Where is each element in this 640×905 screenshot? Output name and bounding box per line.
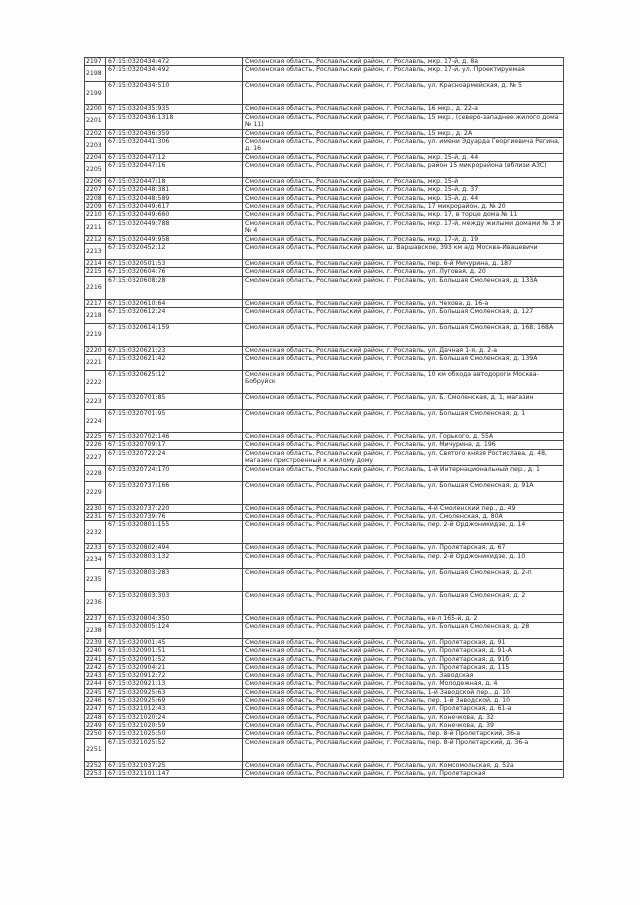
table-row — [85, 544, 564, 552]
table-row — [85, 394, 564, 410]
table-row — [85, 672, 564, 680]
cadastral-number-cell: 67:15:0320901:51 — [106, 647, 243, 655]
table-row — [85, 552, 564, 568]
table-row — [85, 346, 564, 354]
row-number-cell: 2238 — [85, 622, 106, 638]
row-number-cell: 2217 — [85, 299, 106, 307]
table-row — [85, 66, 564, 82]
table-row — [85, 655, 564, 663]
address-cell: Смоленская область, Рославльский район, г. Рославль, кв-л 165-й, д. 2 — [243, 614, 564, 622]
table-row — [85, 513, 564, 521]
table-row — [85, 58, 564, 66]
row-number-cell: 2223 — [85, 394, 106, 410]
row-number-cell: 2243 — [85, 672, 106, 680]
row-number-cell: 2241 — [85, 655, 106, 663]
address-cell: Смоленская область, Рославльский район, г. Рославль, ул. Пролетарская, д. 67 — [243, 544, 564, 552]
table-row — [85, 259, 564, 267]
row-number-cell: 2224 — [85, 410, 106, 433]
address-cell: Смоленская область, Рославльский район, г. Рославль, пер. 6-й Мичурина, д. 187 — [243, 259, 564, 267]
cadastral-number-cell: 67:15:0320608:28 — [106, 276, 243, 299]
table-row — [85, 178, 564, 186]
row-number-cell: 2214 — [85, 259, 106, 267]
cadastral-number-cell: 67:15:0320621:42 — [106, 355, 243, 371]
address-cell: Смоленская область, Рославльский район, г. Рославль, 10 км обхода автодороги Москва-Бобруйск — [243, 371, 564, 394]
table-row — [85, 433, 564, 441]
row-number-cell: 2222 — [85, 371, 106, 394]
row-number-cell: 2232 — [85, 521, 106, 544]
table-row — [85, 663, 564, 671]
table-row — [85, 738, 564, 761]
cadastral-number-cell: 67:15:0320901:45 — [106, 638, 243, 646]
row-number-cell: 2231 — [85, 513, 106, 521]
address-cell: Смоленская область, Рославльский район, г. Рославль, мкр. 17, в торце дома № 11 — [243, 211, 564, 219]
address-cell: Смоленская область, Рославльский район, г. Рославль, пер. 2-й Орджоникидзе, д. 10 — [243, 552, 564, 568]
row-number-cell: 2229 — [85, 481, 106, 504]
row-number-cell: 2248 — [85, 713, 106, 721]
address-cell: Смоленская область, Рославльский район, г. Рославль, ул. Мичурина, д. 196 — [243, 441, 564, 449]
cadastral-number-cell: 67:15:0320434:510 — [106, 82, 243, 105]
cadastral-number-cell: 67:15:0320604:76 — [106, 268, 243, 276]
cadastral-number-cell: 67:15:0320436:1318 — [106, 113, 243, 129]
cadastral-number-cell: 67:15:0320625:12 — [106, 371, 243, 394]
address-cell: Смоленская область, Рославльский район, г. Рославль, ул. Смоленская, д. 80А — [243, 513, 564, 521]
table-row — [85, 219, 564, 235]
address-cell: Смоленская область, Рославльский район, г. Рославль, 4-й Смоленский пер., д. 49 — [243, 504, 564, 512]
row-number-cell: 2204 — [85, 153, 106, 161]
row-number-cell: 2209 — [85, 203, 106, 211]
address-cell: Смоленская область, Рославльский район, г. Рославль, мкр. 17-й, между жилыми домами № 3 и № 4 — [243, 219, 564, 235]
address-cell: Смоленская область, Рославльский район, г. Рославль, ул. Большая Смоленская, д. 91А — [243, 481, 564, 504]
table-row — [85, 186, 564, 194]
address-cell: Смоленская область, Рославльский район, г. Рославль, ул. Большая Смоленская, д. 127 — [243, 307, 564, 323]
row-number-cell: 2202 — [85, 129, 106, 137]
cadastral-number-cell: 67:15:0320701:85 — [106, 394, 243, 410]
table-row — [85, 82, 564, 105]
table-row — [85, 591, 564, 614]
cadastral-number-cell: 67:15:0320803:283 — [106, 568, 243, 591]
table-row — [85, 203, 564, 211]
cadastral-number-cell: 67:15:0320621:23 — [106, 346, 243, 354]
address-cell: Смоленская область, Рославльский район, г. Рославль, ул. Комсомольская, д. 52а — [243, 761, 564, 769]
address-cell: Смоленская область, Рославльский район, г. Рославль, 15 мкр., д. 2А — [243, 129, 564, 137]
cadastral-number-cell: 67:15:0320802:494 — [106, 544, 243, 552]
cadastral-number-cell: 67:15:0321012:43 — [106, 705, 243, 713]
row-number-cell: 2250 — [85, 730, 106, 738]
table-row — [85, 371, 564, 394]
row-number-cell: 2246 — [85, 697, 106, 705]
cadastral-number-cell: 67:15:0320803:132 — [106, 552, 243, 568]
row-number-cell: 2227 — [85, 449, 106, 465]
address-cell: Смоленская область, Рославльский район, г. Рославль, ул. Пролетарская, д. 91-А — [243, 647, 564, 655]
cadastral-number-cell: 67:15:0320901:52 — [106, 655, 243, 663]
cadastral-number-cell: 67:15:0320904:21 — [106, 663, 243, 671]
row-number-cell: 2240 — [85, 647, 106, 655]
table-row — [85, 705, 564, 713]
table-row — [85, 680, 564, 688]
address-cell: Смоленская область, Рославльский район, г. Рославль, ул. Чехова, д. 16-а — [243, 299, 564, 307]
address-cell: Смоленская область, Рославльский район, г. Рославль, ул. Заводская — [243, 672, 564, 680]
row-number-cell: 2211 — [85, 219, 106, 235]
row-number-cell: 2200 — [85, 105, 106, 113]
row-number-cell: 2228 — [85, 465, 106, 481]
registry-table-body — [85, 58, 564, 778]
cadastral-number-cell: 67:15:0320722:24 — [106, 449, 243, 465]
row-number-cell: 2208 — [85, 194, 106, 202]
cadastral-number-cell: 67:15:0320501:53 — [106, 259, 243, 267]
address-cell: Смоленская область, Рославльский район, г. Рославль, ул. Красноармейская, д. № 5 — [243, 82, 564, 105]
cadastral-number-cell: 67:15:0320737:220 — [106, 504, 243, 512]
cadastral-number-cell: 67:15:0320921:13 — [106, 680, 243, 688]
cadastral-number-cell: 67:15:0320724:170 — [106, 465, 243, 481]
row-number-cell: 2216 — [85, 276, 106, 299]
address-cell: Смоленская область, Рославльский район, г. Рославль, мкр. 17-й, ул. Проектируемая — [243, 66, 564, 82]
cadastral-number-cell: 67:15:0320449:958 — [106, 235, 243, 243]
address-cell: Смоленская область, Рославльский район, г. Рославль, ул. Конечкова, д. 39 — [243, 721, 564, 729]
cadastral-number-cell: 67:15:0320447:18 — [106, 178, 243, 186]
table-row — [85, 235, 564, 243]
address-cell: Смоленская область, Рославльский район, г. Рославль, мкр. 17-й, д. 8а — [243, 58, 564, 66]
address-cell: Смоленская область, Рославльский район, г. Рославль, ул. Большая Смоленская, д. 28 — [243, 622, 564, 638]
cadastral-number-cell: 67:15:0320434:472 — [106, 58, 243, 66]
cadastral-number-cell: 67:15:0320610:64 — [106, 299, 243, 307]
table-row — [85, 211, 564, 219]
registry-table — [84, 57, 564, 778]
table-row — [85, 449, 564, 465]
cadastral-number-cell: 67:15:0320805:124 — [106, 622, 243, 638]
row-number-cell: 2197 — [85, 58, 106, 66]
address-cell: Смоленская область, Рославльский район, г. Рославль, пер. 2-й Орджоникидзе, д. 14 — [243, 521, 564, 544]
cadastral-number-cell: 67:15:0320448:381 — [106, 186, 243, 194]
row-number-cell: 2206 — [85, 178, 106, 186]
address-cell: Смоленская область, Рославльский район, г. Рославль, ул. Конечкова, д. 32 — [243, 713, 564, 721]
address-cell: Смоленская область, Рославльский район, г. Рославль, мкр. 15-й, д. 44 — [243, 194, 564, 202]
address-cell: Смоленская область, Рославльский район, г. Рославль, ул. Святого князя Ростислава, д. 48, магазин пристроенный к жилому дому — [243, 449, 564, 465]
address-cell: Смоленская область, Рославльский район, г. Рославль, ул. Пролетарская, д. 91б — [243, 655, 564, 663]
table-row — [85, 441, 564, 449]
row-number-cell: 2226 — [85, 441, 106, 449]
row-number-cell: 2251 — [85, 738, 106, 761]
row-number-cell: 2247 — [85, 705, 106, 713]
row-number-cell: 2225 — [85, 433, 106, 441]
address-cell: Смоленская область, Рославльский район, г. Рославль, пер. 1-й Заводской, д. 10 — [243, 697, 564, 705]
address-cell: Смоленская область, Рославльский район, г. Рославль, мкр. 17-й, д. 19 — [243, 235, 564, 243]
row-number-cell: 2242 — [85, 663, 106, 671]
row-number-cell: 2212 — [85, 235, 106, 243]
table-row — [85, 355, 564, 371]
table-row — [85, 465, 564, 481]
cadastral-number-cell: 67:15:0321020:24 — [106, 713, 243, 721]
address-cell: Смоленская область, Рославльский район, г. Рославль, ул. Луговая, д. 20 — [243, 268, 564, 276]
cadastral-number-cell: 67:15:0320449:660 — [106, 211, 243, 219]
address-cell: Смоленская область, Рославльский район, г. Рославль, 1-й Интернациональный пер., д. 1 — [243, 465, 564, 481]
table-row — [85, 323, 564, 346]
table-row — [85, 299, 564, 307]
cadastral-number-cell: 67:15:0320925:69 — [106, 697, 243, 705]
cadastral-number-cell: 67:15:0320447:12 — [106, 153, 243, 161]
row-number-cell: 2236 — [85, 591, 106, 614]
address-cell: Смоленская область, Рославльский район, г. Рославль, ул. Пролетарская — [243, 769, 564, 777]
row-number-cell: 2252 — [85, 761, 106, 769]
cadastral-number-cell: 67:15:0320912:72 — [106, 672, 243, 680]
row-number-cell: 2207 — [85, 186, 106, 194]
row-number-cell: 2245 — [85, 688, 106, 696]
address-cell: Смоленская область, Рославльский район, г. Рославль, 17 микрорайон, д. № 20 — [243, 203, 564, 211]
row-number-cell: 2203 — [85, 137, 106, 153]
table-row — [85, 622, 564, 638]
address-cell: Смоленская область, Рославльский район, г. Рославль, ул. Большая Смоленская, д. 168, 168А — [243, 323, 564, 346]
cadastral-number-cell: 67:15:0320701:95 — [106, 410, 243, 433]
row-number-cell: 2249 — [85, 721, 106, 729]
cadastral-number-cell: 67:15:0320709:17 — [106, 441, 243, 449]
cadastral-number-cell: 67:15:0321020:59 — [106, 721, 243, 729]
cadastral-number-cell: 67:15:0321025:52 — [106, 738, 243, 761]
table-row — [85, 688, 564, 696]
address-cell: Смоленская область, Рославльский район, г. Рославль, ул. Большая Смоленская, д. 139А — [243, 355, 564, 371]
table-row — [85, 153, 564, 161]
table-row — [85, 713, 564, 721]
table-row — [85, 481, 564, 504]
address-cell: Смоленская область, Рославльский район, г. Рославль, ул. Б. Смоленская, д. 1, магазин — [243, 394, 564, 410]
table-row — [85, 721, 564, 729]
row-number-cell: 2205 — [85, 162, 106, 178]
row-number-cell: 2237 — [85, 614, 106, 622]
table-row — [85, 504, 564, 512]
row-number-cell: 2213 — [85, 243, 106, 259]
row-number-cell: 2233 — [85, 544, 106, 552]
cadastral-number-cell: 67:15:0320612:24 — [106, 307, 243, 323]
table-row — [85, 730, 564, 738]
cadastral-number-cell: 67:15:0320614:159 — [106, 323, 243, 346]
table-row — [85, 769, 564, 777]
table-row — [85, 129, 564, 137]
cadastral-number-cell: 67:15:0320925:63 — [106, 688, 243, 696]
cadastral-number-cell: 67:15:0320448:589 — [106, 194, 243, 202]
address-cell: Смоленская область, Рославльский район, ш. Варшавское, 393 км а/д Москва-Ивацевичи — [243, 243, 564, 259]
address-cell: Смоленская область, Рославльский район, г. Рославль, ул. Большая Смоленская, д. 2 — [243, 591, 564, 614]
cadastral-number-cell: 67:15:0320804:350 — [106, 614, 243, 622]
address-cell: Смоленская область, Рославльский район, г. Рославль, 15 мкр., (северо-западнее жилого дома № 11) — [243, 113, 564, 129]
address-cell: Смоленская область, Рославльский район, г. Рославль, мкр. 15-й — [243, 178, 564, 186]
cadastral-number-cell: 67:15:0320441:306 — [106, 137, 243, 153]
address-cell: Смоленская область, Рославльский район, г. Рославль, ул. Большая Смоленская, д. 133А — [243, 276, 564, 299]
table-row — [85, 307, 564, 323]
table-row — [85, 105, 564, 113]
table-row — [85, 410, 564, 433]
address-cell: Смоленская область, Рославльский район, г. Рославль, 16 мкр., д. 22-а — [243, 105, 564, 113]
cadastral-number-cell: 67:15:0321101:147 — [106, 769, 243, 777]
cadastral-number-cell: 67:15:0320803:303 — [106, 591, 243, 614]
table-row — [85, 697, 564, 705]
cadastral-number-cell: 67:15:0320447:16 — [106, 162, 243, 178]
row-number-cell: 2198 — [85, 66, 106, 82]
table-row — [85, 137, 564, 153]
address-cell: Смоленская область, Рославльский район, г. Рославль, ул. Молодежная, д. 4 — [243, 680, 564, 688]
table-row — [85, 647, 564, 655]
row-number-cell: 2219 — [85, 323, 106, 346]
address-cell: Смоленская область, Рославльский район, г. Рославль, 1-й Заводской пер., д. 10 — [243, 688, 564, 696]
table-row — [85, 568, 564, 591]
address-cell: Смоленская область, Рославльский район, г. Рославль, мкр. 15-й, д. 37 — [243, 186, 564, 194]
row-number-cell: 2199 — [85, 82, 106, 105]
table-row — [85, 521, 564, 544]
row-number-cell: 2218 — [85, 307, 106, 323]
table-row — [85, 276, 564, 299]
cadastral-number-cell: 67:15:0320449:617 — [106, 203, 243, 211]
address-cell: Смоленская область, Рославльский район, г. Рославль, ул. Большая Смоленская, д. 2-п — [243, 568, 564, 591]
table-row — [85, 268, 564, 276]
cadastral-number-cell: 67:15:0320436:359 — [106, 129, 243, 137]
row-number-cell: 2230 — [85, 504, 106, 512]
address-cell: Смоленская область, Рославльский район, г. Рославль, ул. Пролетарская, д. 61-а — [243, 705, 564, 713]
address-cell: Смоленская область, Рославльский район, г. Рославль, ул. Пролетарская, д. 91 — [243, 638, 564, 646]
address-cell: Смоленская область, Рославльский район, г. Рославль, район 15 микрорайона (вблизи АЗС) — [243, 162, 564, 178]
cadastral-number-cell: 67:15:0321025:50 — [106, 730, 243, 738]
table-row — [85, 638, 564, 646]
row-number-cell: 2210 — [85, 211, 106, 219]
row-number-cell: 2244 — [85, 680, 106, 688]
cadastral-number-cell: 67:15:0320739:76 — [106, 513, 243, 521]
cadastral-number-cell: 67:15:0320435:935 — [106, 105, 243, 113]
table-row — [85, 614, 564, 622]
row-number-cell: 2239 — [85, 638, 106, 646]
cadastral-number-cell: 67:15:0320737:166 — [106, 481, 243, 504]
cadastral-number-cell: 67:15:0320801:155 — [106, 521, 243, 544]
address-cell: Смоленская область, Рославльский район, г. Рославль, пер. 8-й Пролетарский, 36-а — [243, 730, 564, 738]
row-number-cell: 2201 — [85, 113, 106, 129]
table-row — [85, 194, 564, 202]
cadastral-number-cell: 67:15:0320452:12 — [106, 243, 243, 259]
cadastral-number-cell: 67:15:0320449:788 — [106, 219, 243, 235]
row-number-cell: 2235 — [85, 568, 106, 591]
row-number-cell: 2215 — [85, 268, 106, 276]
address-cell: Смоленская область, Рославльский район, г. Рославль, ул. Большая Смоленская, д. 1 — [243, 410, 564, 433]
address-cell: Смоленская область, Рославльский район, г. Рославль, ул. Горького, д. 55А — [243, 433, 564, 441]
row-number-cell: 2253 — [85, 769, 106, 777]
address-cell: Смоленская область, Рославльский район, г. Рославль, пер. 8-й Пролетарский, д. 36-а — [243, 738, 564, 761]
address-cell: Смоленская область, Рославльский район, г. Рославль, ул. Пролетарская, д. 115 — [243, 663, 564, 671]
cadastral-number-cell: 67:15:0321037:25 — [106, 761, 243, 769]
address-cell: Смоленская область, Рославльский район, г. Рославль, мкр. 15-й, д. 44 — [243, 153, 564, 161]
cadastral-number-cell: 67:15:0320434:492 — [106, 66, 243, 82]
row-number-cell: 2220 — [85, 346, 106, 354]
address-cell: Смоленская область, Рославльский район, г. Рославль, ул. имени Эдуарда Георгиевича Регина, д. 16 — [243, 137, 564, 153]
address-cell: Смоленская область, Рославльский район, г. Рославль, ул. Дачная 1-я, д. 2-а — [243, 346, 564, 354]
table-row — [85, 243, 564, 259]
cadastral-number-cell: 67:15:0320702:146 — [106, 433, 243, 441]
table-row — [85, 162, 564, 178]
row-number-cell: 2234 — [85, 552, 106, 568]
row-number-cell: 2221 — [85, 355, 106, 371]
table-row — [85, 113, 564, 129]
table-row — [85, 761, 564, 769]
